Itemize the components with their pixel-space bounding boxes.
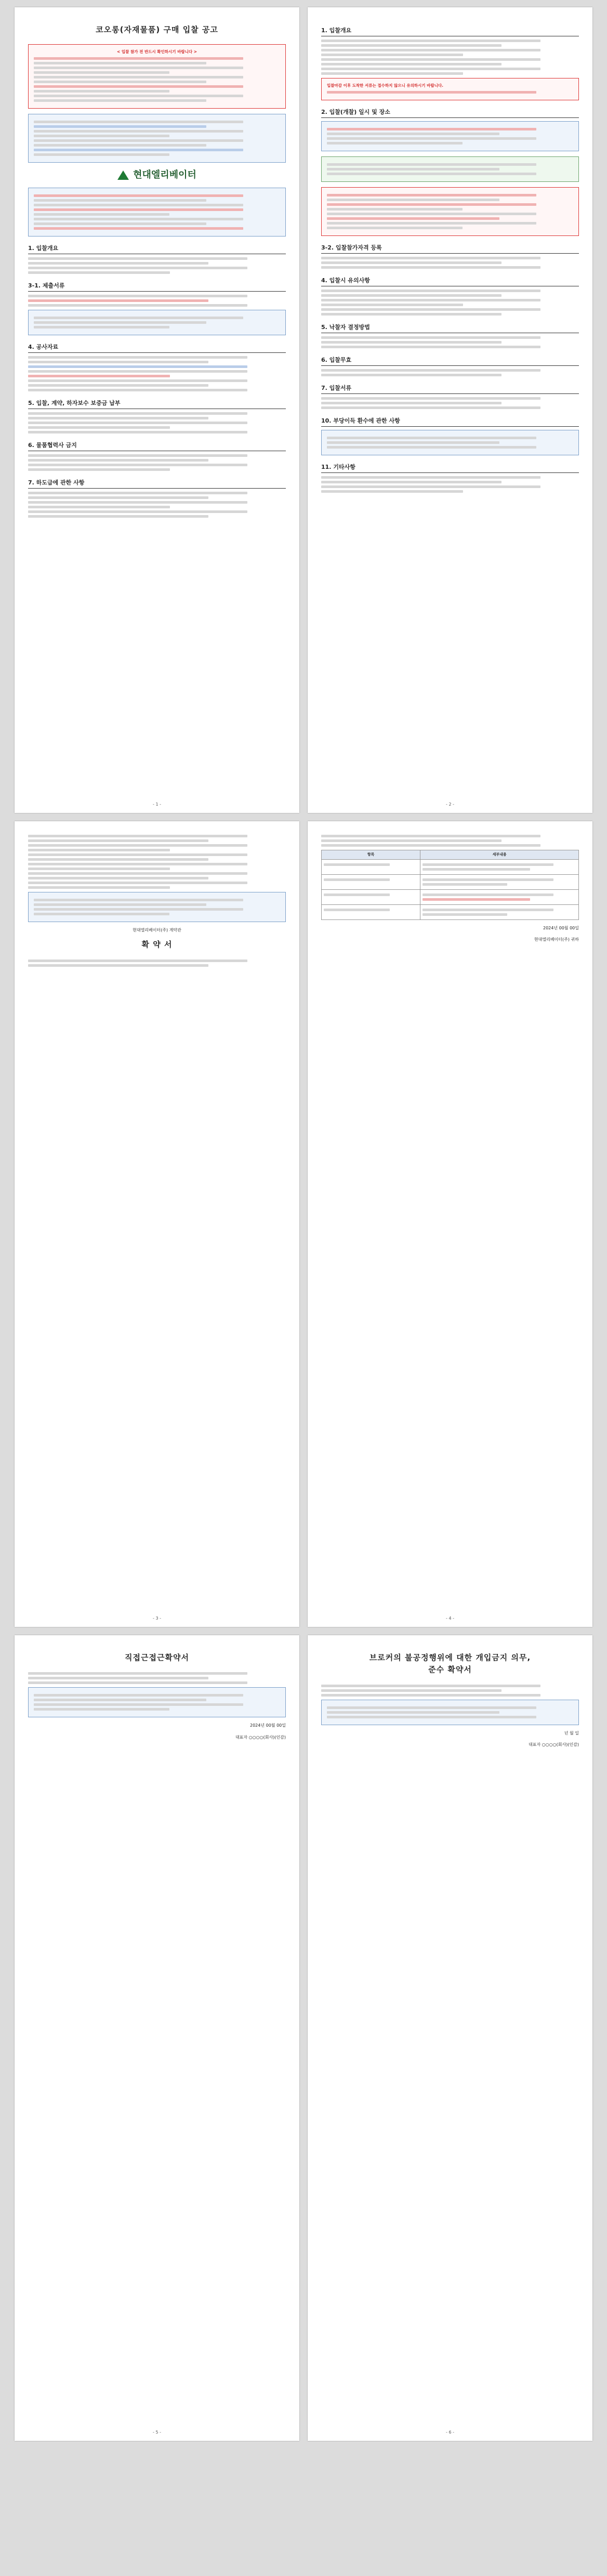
document-page-3 <box>15 821 299 1627</box>
signature: 현대엘리베이터(주) 계약관 <box>133 928 181 932</box>
page-number: - 1 - <box>153 801 161 807</box>
table-header: 항목 <box>322 850 420 860</box>
section-4: 4. 입찰시 유의사항 <box>321 276 579 286</box>
warning-text: 입찰마감 이후 도착한 서류는 접수하지 않으니 유의하시기 바랍니다. <box>327 83 443 88</box>
section-4: 4. 공사자료 <box>28 343 286 353</box>
document-page-5 <box>15 1635 299 2441</box>
page-title: 직접근접근확약서 <box>125 1653 189 1662</box>
date: 2024년 00월 00일 <box>250 1723 286 1728</box>
section-6: 6. 입찰무효 <box>321 356 579 366</box>
page-number: - 3 - <box>153 1615 161 1621</box>
section-10: 10. 부당이득 환수에 관한 사항 <box>321 416 579 427</box>
table-header: 세부내용 <box>420 850 579 860</box>
document-page-6 <box>308 1635 592 2441</box>
notice-heading: < 입찰 참가 전 반드시 확인하시기 바랍니다 > <box>116 49 197 55</box>
section-5: 5. 낙찰자 결정방법 <box>321 323 579 333</box>
page-number: - 6 - <box>446 2429 454 2435</box>
section-3-2: 3-2. 입찰참가자격 등록 <box>321 243 579 254</box>
signature: 현대엘리베이터(주) 귀하 <box>534 937 579 942</box>
section-3-1: 3-1. 제출서류 <box>28 281 286 292</box>
section-1: 1. 입찰개요 <box>321 26 579 36</box>
schedule-box <box>321 121 579 151</box>
page-number: - 2 - <box>446 801 454 807</box>
date: 년 월 일 <box>564 1730 579 1736</box>
section-6: 6. 물품협력사 금지 <box>28 441 286 451</box>
signature: 대표자 ○○○○(회사)(인감) <box>528 1742 579 1747</box>
requirements-box <box>28 188 286 236</box>
notice-box-green <box>321 156 579 182</box>
brand-name: 현대엘리베이터 <box>133 169 196 180</box>
section-2: 2. 입찰(개찰) 일시 및 장소 <box>321 108 579 118</box>
section-7: 7. 입찰서류 <box>321 384 579 394</box>
document-page-1 <box>15 7 299 813</box>
page-number: - 4 - <box>446 1615 454 1621</box>
signature: 대표자 ○○○○(회사)(인감) <box>235 1734 286 1740</box>
section-5: 5. 입찰, 계약, 하자보수 보증금 납부 <box>28 399 286 409</box>
notice-box <box>28 44 286 109</box>
page-title: 코오롱(자재물품) 구매 입찰 공고 <box>96 25 218 34</box>
page-number: - 5 - <box>153 2429 161 2435</box>
page-title: 브로커의 불공정행위에 대한 개입금지 의무, 준수 확약서 <box>369 1653 531 1675</box>
terms-box <box>28 1687 286 1717</box>
section-7: 7. 하도급에 관한 사항 <box>28 478 286 489</box>
doc-box <box>28 310 286 335</box>
refund-box <box>321 430 579 455</box>
form-box <box>28 892 286 922</box>
info-box <box>28 114 286 163</box>
document-page-4 <box>308 821 592 1627</box>
date: 2024년 00월 00일 <box>543 925 579 930</box>
confirm-title: 확 약 서 <box>141 940 173 950</box>
section-1: 1. 입찰개요 <box>28 244 286 254</box>
criteria-table <box>321 850 579 920</box>
section-11: 11. 기타사항 <box>321 463 579 473</box>
document-page-2 <box>308 7 592 813</box>
warning-box <box>321 78 579 100</box>
company-logo <box>28 168 286 182</box>
caution-box <box>321 187 579 236</box>
terms-box <box>321 1700 579 1725</box>
